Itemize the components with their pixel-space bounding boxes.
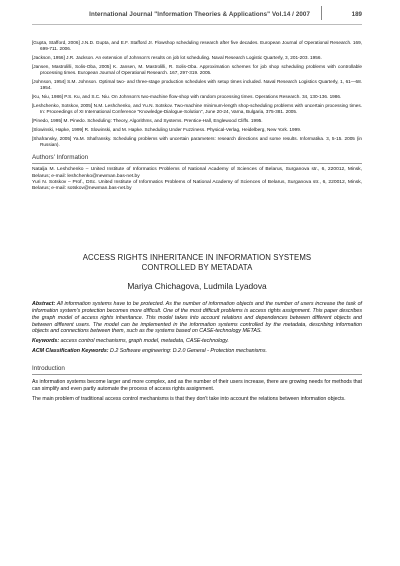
introduction-heading: Introduction — [32, 365, 362, 375]
abstract-label: Abstract: — [32, 300, 56, 307]
abstract-text: All information systems have to be protected. As the number of information objects and the number of users increase the task of information system's protection becomes more difficult. One of the most difficult problems is access rights assignment. This paper describes the graph model of access rights inheritance. This model takes into account relations and dependences between different objects and between different users. The model can be implemented in the information systems controlled by the metadata, describing information objects and connections between them, such as the systems based on CASE-technology METAS. — [32, 300, 362, 335]
references-list — [32, 40, 362, 148]
paper-title-line: CONTROLLED BY METADATA — [141, 262, 253, 272]
acm-text: D.2 Software engineering: D.2.0 General - Protection mechanisms. — [110, 348, 267, 355]
journal-title: International Journal "Information Theories & Applications" Vol.14 / 2007 — [89, 11, 310, 18]
acm-label: ACM Classification Keywords: — [32, 348, 109, 355]
paper-authors: Mariya Chichagova, Ludmila Lyadova — [127, 280, 267, 291]
keywords-label: Keywords: — [32, 338, 60, 345]
acm-keywords — [32, 348, 362, 355]
paper-title — [32, 253, 362, 273]
author-entry: Natalja M. Leshchenko – United Institute of Informatics Problems of National Academy of Sciences of Belarus, Surganova str., 6, 220012, Minsk, Belarus; e-mail: leshchenko@newman.bas-net.by — [32, 167, 362, 179]
authors-information — [32, 154, 362, 193]
reference-item: [Johnson, 1954] S.M. Johnson. Optimal two- and three-stage production schedules with setup times included. Naval Research Logistics Quarterly, 1, 61—68. 1954. — [32, 78, 362, 91]
reference-item: [Jansen, Mastrolilli, Solis-Oba, 2005] K. Jansen, M. Mastrolilli, R. Solis-Oba. Approximation schemes for job shop scheduling problems with controllable processing times. European Journal of Operational Research. 167, 297-319. 2005. — [32, 63, 362, 76]
reference-item: [Shafransky, 2005] Ya.M. Shafransky. Scheduling problems with uncertain parameters: research directions and some results. Informatika. 3, 5-15. 2005 (in Russian). — [32, 135, 362, 147]
header-separator — [321, 6, 322, 20]
reference-item: [Ku, Niu, 1986] P.S. Ku, and S.C. Niu. On Johnson's two-machine flow-shop with random processing times. Operations Research. 34, 130-136. 1986. — [32, 94, 342, 100]
reference-item: [Gupta, Stafford, 2006] J.N.D. Gupta, and E.F. Stafford Jr. Flowshop scheduling research after five decades. European Journal of Operational Research. 169, 699-711. 2006. — [32, 40, 362, 52]
page-number: 189 — [351, 11, 362, 18]
intro-paragraph: The main problem of traditional access control mechanisms is that they don't take into account the relations between information objects. — [32, 395, 346, 402]
abstract — [32, 301, 362, 336]
reference-item: [Pinedo, 1995] M. Pinedo. Scheduling: Theory, Algorithms, and Systems. Prentice-Hall, Englewood Cliffs. 1995. — [32, 117, 263, 123]
header-rule — [32, 24, 362, 25]
reference-item: [Slowinski, Hapke, 1999] R. Slowinski, and M. Hapke. Scheduling Under Fuzziness. Physical-Verlag, Heidelberg, New York. 1999. — [32, 126, 302, 132]
reference-item: [Jackson, 1956] J.R. Jackson. An extension of Johnson's results on job lot scheduling. Naval Research Logistic Quarterly, 3, 201-203. 1956. — [32, 55, 322, 61]
authors-info-heading: Authors' Information — [32, 154, 362, 164]
keywords — [32, 338, 362, 345]
keywords-text: access control mechanisms, graph model, metadata, CASE-technology. — [60, 338, 229, 345]
page-header — [32, 0, 362, 30]
reference-item: [Leshchenko, Sotskov, 2005] N.M. Leshchenko, and Yu.N. Sotskov. Two-machine minimum-length shop-scheduling problems with uncertain processing times. In: Proceedings of XI International Conference "Knowledge-Dialogue-Solution", June 20-24, Varna, Bulgaria, 375-381. 2005. — [32, 102, 362, 115]
author-entry: Yuri N. Sotskov – Prof., DSc. United Institute of Informatics Problems of National Academy of Sciences of Belarus, Surganova str., 6, 220012, Minsk, Belarus; e-mail: sotskov@newman.bas-net.by — [32, 179, 362, 192]
paper-title-line: ACCESS RIGHTS INHERITANCE IN INFORMATION SYSTEMS — [82, 252, 312, 262]
intro-paragraph: As information systems become larger and more complex, and as the number of their users increase, there are growing needs for methods that can simplify and even partly automate the process of access rights assignment. — [32, 379, 362, 392]
